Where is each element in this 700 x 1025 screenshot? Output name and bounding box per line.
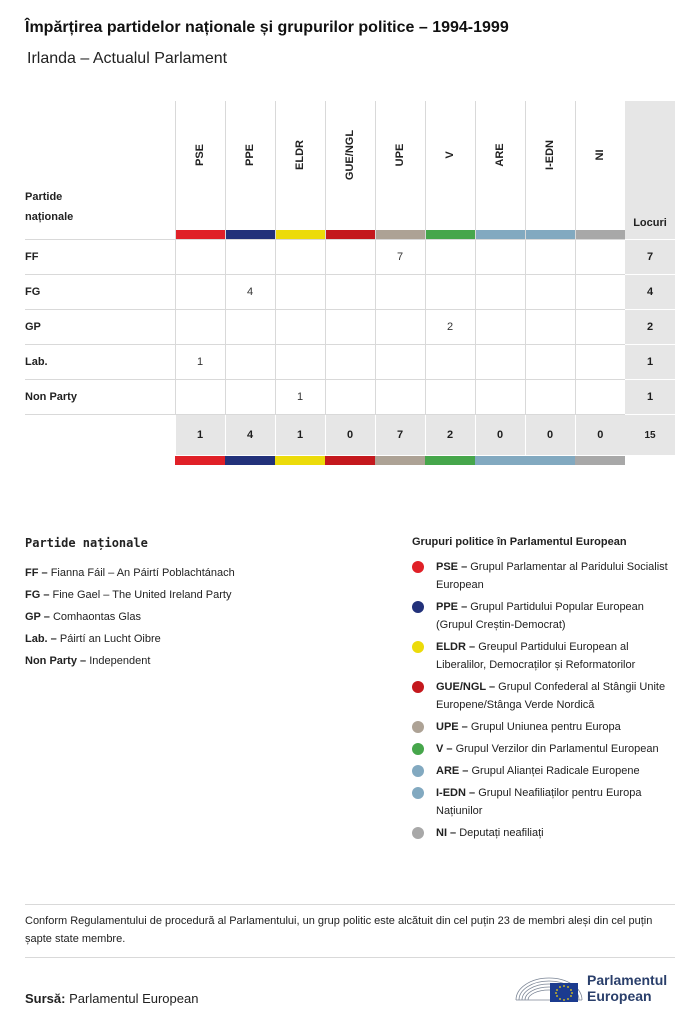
- seat-cell: [225, 240, 275, 275]
- separator: –: [443, 743, 456, 755]
- group-code: ARE: [494, 143, 506, 167]
- column-total: 7: [375, 415, 425, 456]
- group-color-bar: [576, 230, 626, 239]
- seat-cell: [275, 310, 325, 345]
- seat-cell: [375, 310, 425, 345]
- group-code: I-EDN: [544, 140, 556, 170]
- national-parties-heading: Partide naționale: [25, 536, 148, 550]
- party-name: Comhaontas Glas: [52, 611, 141, 623]
- column-total: 4: [225, 415, 275, 456]
- group-color-bar: [475, 456, 525, 465]
- logo-line-1: Parlamentul: [587, 972, 668, 988]
- separator: –: [40, 589, 53, 601]
- party-code: FF: [25, 567, 39, 579]
- separator: –: [459, 765, 472, 777]
- seat-cell: [225, 310, 275, 345]
- seat-cell: [425, 240, 475, 275]
- group-name: Grupul Verzilor din Parlamentul European: [455, 743, 659, 755]
- seat-cell: [325, 380, 375, 415]
- party-name: Independent: [89, 655, 151, 667]
- list-item: [25, 606, 355, 628]
- table-row: [25, 380, 675, 415]
- party-code: FF: [25, 240, 175, 275]
- group-code: PPE: [244, 143, 256, 166]
- group-name: Grupul Uniunea pentru Europa: [470, 721, 621, 733]
- list-item: [412, 598, 675, 634]
- group-code: GUE/NGL: [436, 681, 486, 693]
- seat-cell: [425, 345, 475, 380]
- list-item: [412, 824, 675, 842]
- source-label: Sursă:: [25, 991, 66, 1006]
- group-color-dot: [412, 765, 424, 777]
- group-color-bar: [326, 230, 375, 239]
- group-color-dot: [412, 721, 424, 733]
- separator: –: [40, 611, 53, 623]
- group-color-dot: [412, 561, 424, 573]
- table-row: [25, 310, 675, 345]
- seat-cell: [325, 345, 375, 380]
- seat-cell: [175, 310, 225, 345]
- seat-cell: [375, 345, 425, 380]
- footnote: Conform Regulamentului de procedură al Parlamentului, un grup politic este alcătuit din cel puțin 23 de membri aleși din cel puțin șapte state membre.: [25, 915, 653, 945]
- group-code: PSE: [436, 561, 459, 573]
- total-header: Locuri: [625, 101, 675, 240]
- seat-cell: 4: [225, 275, 275, 310]
- political-groups-heading: Grupuri politice în Parlamentul European: [412, 536, 627, 548]
- group-code: ELDR: [436, 641, 466, 653]
- group-color-bar: [276, 230, 325, 239]
- seat-cell: [575, 310, 625, 345]
- group-color-bar: [225, 456, 275, 465]
- seat-cell: 2: [425, 310, 475, 345]
- color-bar-row: [25, 455, 675, 465]
- seat-cell: [175, 240, 225, 275]
- group-color-bar: [476, 230, 525, 239]
- list-item: [412, 718, 675, 736]
- list-item: [412, 762, 675, 780]
- divider: [25, 904, 675, 905]
- logo-text: [587, 972, 667, 1004]
- group-header: [275, 101, 325, 240]
- list-item: [412, 784, 675, 820]
- group-color-cell: [225, 455, 275, 465]
- seat-cell: [175, 380, 225, 415]
- column-total: 2: [425, 415, 475, 456]
- separator: –: [447, 827, 460, 839]
- group-color-dot: [412, 641, 424, 653]
- row-header-label: [25, 101, 175, 240]
- party-code: Lab.: [25, 345, 175, 380]
- group-header: [525, 101, 575, 240]
- logo-line-2: European: [587, 988, 652, 1004]
- separator: –: [458, 721, 471, 733]
- list-item: [25, 628, 355, 650]
- seat-cell: [525, 240, 575, 275]
- party-name: Fine Gael – The United Ireland Party: [52, 589, 232, 601]
- seat-cell: [325, 275, 375, 310]
- group-header: [325, 101, 375, 240]
- seat-cell: 1: [275, 380, 325, 415]
- national-parties-legend: [25, 536, 355, 672]
- group-name: Grupul Parlamentar al Paridului Socialist European: [436, 561, 668, 591]
- group-color-bar: [176, 230, 225, 239]
- seat-cell: 7: [375, 240, 425, 275]
- group-color-bar: [175, 456, 225, 465]
- seat-cell: [225, 345, 275, 380]
- table-row: [25, 240, 675, 275]
- seat-cell: [375, 380, 425, 415]
- row-header-line-1: Partide: [25, 191, 63, 203]
- group-code: PSE: [194, 143, 206, 166]
- group-header: [225, 101, 275, 240]
- column-total: 0: [525, 415, 575, 456]
- group-code: I-EDN: [436, 787, 466, 799]
- page-subtitle: Irlanda – Actualul Parlament: [27, 50, 228, 67]
- group-header: [375, 101, 425, 240]
- group-color-cell: [375, 455, 425, 465]
- source-value: Parlamentul European: [69, 991, 199, 1006]
- separator: –: [76, 655, 90, 667]
- group-color-bar: [375, 456, 425, 465]
- group-code: V: [444, 151, 456, 159]
- seat-cell: [175, 275, 225, 310]
- group-code: UPE: [394, 143, 406, 167]
- seat-cell: [225, 380, 275, 415]
- seat-distribution-table: [25, 101, 675, 465]
- column-total: 0: [575, 415, 625, 456]
- seat-cell: [575, 275, 625, 310]
- empty-cell: [25, 455, 175, 465]
- group-header: [175, 101, 225, 240]
- hemicycle-icon: [514, 966, 584, 1006]
- list-item: [412, 638, 675, 674]
- group-name: Grupul Partidului Popular European (Grupul Creștin-Democrat): [436, 601, 644, 631]
- group-code: V: [436, 743, 444, 755]
- table-row: [25, 275, 675, 310]
- seat-cell: [475, 380, 525, 415]
- seat-cell: [525, 345, 575, 380]
- group-name: Grupul Neafiliaților pentru Europa Națiunilor: [436, 787, 642, 817]
- seat-cell: [525, 275, 575, 310]
- row-total: 4: [625, 275, 675, 310]
- seat-cell: [475, 240, 525, 275]
- row-total: 7: [625, 240, 675, 275]
- seat-cell: [275, 275, 325, 310]
- empty-cell: [25, 415, 175, 456]
- seat-cell: [475, 275, 525, 310]
- list-item: [25, 584, 355, 606]
- separator: –: [485, 681, 499, 693]
- group-color-cell: [175, 455, 225, 465]
- party-code: Lab.: [25, 633, 48, 645]
- group-color-dot: [412, 743, 424, 755]
- list-item: [412, 740, 675, 758]
- seat-cell: [475, 345, 525, 380]
- source-line: [25, 991, 198, 1006]
- column-total: 0: [325, 415, 375, 456]
- row-total: 1: [625, 345, 675, 380]
- party-code: GP: [25, 310, 175, 345]
- column-total: 1: [275, 415, 325, 456]
- party-code: FG: [25, 589, 41, 601]
- separator: –: [38, 567, 51, 579]
- seat-cell: [325, 310, 375, 345]
- list-item: [25, 650, 355, 672]
- seat-cell: [275, 240, 325, 275]
- group-color-dot: [412, 601, 424, 613]
- row-total: 1: [625, 380, 675, 415]
- seat-cell: [575, 380, 625, 415]
- group-color-dot: [412, 681, 424, 693]
- seat-cell: 1: [175, 345, 225, 380]
- totals-row: [25, 415, 675, 456]
- party-code: Non Party: [25, 380, 175, 415]
- list-item: [412, 678, 675, 714]
- party-name: Fianna Fáil – An Páirtí Poblachtánach: [50, 567, 235, 579]
- group-color-bar: [325, 456, 375, 465]
- group-color-cell: [275, 455, 325, 465]
- seat-cell: [475, 310, 525, 345]
- group-color-cell: [325, 455, 375, 465]
- group-code: NI: [594, 149, 607, 161]
- group-code: NI: [436, 827, 447, 839]
- group-color-bar: [426, 230, 475, 239]
- seat-cell: [325, 240, 375, 275]
- group-header: [475, 101, 525, 240]
- column-total: 0: [475, 415, 525, 456]
- group-color-bar: [275, 456, 325, 465]
- group-color-bar: [526, 230, 575, 239]
- group-code: GUE/NGL: [344, 129, 356, 181]
- separator: –: [458, 601, 471, 613]
- group-color-bar: [226, 230, 275, 239]
- group-color-bar: [376, 230, 425, 239]
- seat-cell: [575, 345, 625, 380]
- group-color-dot: [412, 787, 424, 799]
- group-name: Deputați neafiliați: [459, 827, 544, 839]
- group-color-bar: [525, 456, 575, 465]
- party-code: GP: [25, 611, 41, 623]
- group-color-bar: [575, 456, 625, 465]
- divider: [25, 957, 675, 958]
- separator: –: [465, 787, 479, 799]
- group-code: ARE: [436, 765, 460, 777]
- group-name: Grupul Confederal al Stângii Unite Europene/Stânga Verde Nordică: [436, 681, 666, 711]
- table-row: [25, 345, 675, 380]
- group-color-bar: [425, 456, 475, 465]
- seat-cell: [425, 275, 475, 310]
- seat-cell: [425, 380, 475, 415]
- group-code: PPE: [436, 601, 459, 613]
- column-total: 1: [175, 415, 225, 456]
- political-groups-legend: [412, 536, 675, 846]
- empty-cell: [625, 455, 675, 465]
- group-code: UPE: [436, 721, 459, 733]
- seat-cell: [575, 240, 625, 275]
- parliament-logo: [514, 966, 676, 1006]
- list-item: [25, 562, 355, 584]
- separator: –: [458, 561, 471, 573]
- seat-cell: [525, 310, 575, 345]
- group-name: Greupul Partidului European al Liberalilor, Democraților și Reformatorilor: [436, 641, 636, 671]
- group-header: [425, 101, 475, 240]
- party-code: Non Party: [25, 655, 77, 667]
- row-header-line-2: naționale: [25, 211, 74, 223]
- group-color-cell: [575, 455, 625, 465]
- group-color-dot: [412, 827, 424, 839]
- separator: –: [47, 633, 60, 645]
- list-item: [412, 558, 675, 594]
- party-name: Páirtí an Lucht Oibre: [59, 633, 161, 645]
- party-code: FG: [25, 275, 175, 310]
- seat-cell: [275, 345, 325, 380]
- group-header: [575, 101, 625, 240]
- grand-total: 15: [625, 415, 675, 456]
- group-code: ELDR: [294, 140, 306, 170]
- group-color-cell: [425, 455, 475, 465]
- group-name: Grupul Alianței Radicale Europene: [471, 765, 640, 777]
- row-total: 2: [625, 310, 675, 345]
- page-title: Împărțirea partidelor naționale și grupurilor politice – 1994-1999: [25, 19, 509, 36]
- seat-cell: [525, 380, 575, 415]
- group-color-cell: [525, 455, 575, 465]
- group-color-cell: [475, 455, 525, 465]
- seat-cell: [375, 275, 425, 310]
- separator: –: [465, 641, 479, 653]
